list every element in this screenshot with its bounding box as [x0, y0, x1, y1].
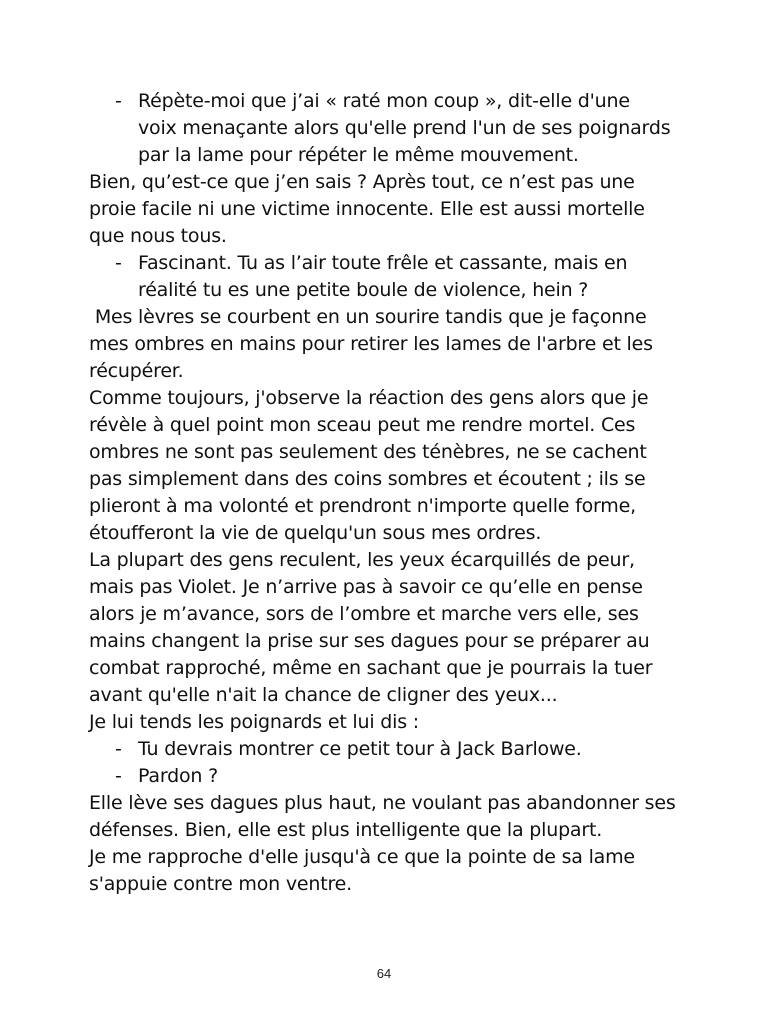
text-line: mes ombres en mains pour retirer les lames de l'arbre et les [89, 333, 653, 355]
text-line: mais pas Violet. Je n’arrive pas à savoir ce qu’elle en pense [89, 576, 643, 598]
text-line: combat rapproché, même en sachant que je pourrais la tuer [89, 657, 653, 679]
text-paragraph [89, 844, 689, 898]
dialogue-paragraph [89, 763, 689, 790]
dialogue-paragraph [89, 250, 689, 304]
text-line: plieront à ma volonté et prendront n'importe quelle forme, [89, 495, 636, 517]
text-line: pas simplement dans des coins sombres et écoutent ; ils se [89, 468, 646, 490]
text-line: Elle lève ses dagues plus haut, ne voulant pas abandonner ses [89, 792, 676, 814]
text-line: Bien, qu’est-ce que j’en sais ? Après tout, ce n’est pas une [89, 171, 635, 193]
text-line: par la lame pour répéter le même mouvement. [138, 144, 579, 166]
text-paragraph [89, 304, 689, 385]
text-line: avant qu'elle n'ait la chance de cligner des yeux... [89, 684, 558, 706]
text-line: voix menaçante alors qu'elle prend l'un de ses poignards [138, 117, 671, 139]
text-line: Répète-moi que j’ai « raté mon coup », dit-elle d'une [138, 90, 630, 112]
text-line: Fascinant. Tu as l’air toute frêle et cassante, mais en [138, 252, 628, 274]
text-line: Je lui tends les poignards et lui dis : [89, 711, 419, 733]
text-paragraph [89, 790, 689, 844]
body-text [89, 88, 689, 898]
text-paragraph [89, 169, 689, 250]
text-paragraph [89, 385, 689, 547]
dialogue-paragraph [89, 88, 689, 169]
text-line: proie facile ni une victime innocente. Elle est aussi mortelle [89, 198, 645, 220]
text-line: s'appuie contre mon ventre. [89, 873, 352, 895]
dialogue-dash: - [115, 90, 122, 112]
text-paragraph [89, 709, 689, 736]
text-line: révèle à quel point mon sceau peut me rendre mortel. Ces [89, 414, 636, 436]
text-line: alors je m’avance, sors de l’ombre et marche vers elle, ses [89, 603, 639, 625]
text-paragraph [89, 547, 689, 709]
text-line: étoufferont la vie de quelqu'un sous mes ordres. [89, 522, 542, 544]
text-line: ombres ne sont pas seulement des ténèbres, ne se cachent [89, 441, 647, 463]
dialogue-paragraph [89, 736, 689, 763]
text-line: Mes lèvres se courbent en un sourire tandis que je façonne [89, 306, 647, 328]
text-line: défenses. Bien, elle est plus intelligente que la plupart. [89, 819, 603, 841]
text-line: Je me rapproche d'elle jusqu'à ce que la pointe de sa lame [89, 846, 635, 868]
text-line: Comme toujours, j'observe la réaction des gens alors que je [89, 387, 649, 409]
page-number: 64 [376, 966, 392, 981]
text-line: Tu devrais montrer ce petit tour à Jack Barlowe. [138, 738, 582, 760]
dialogue-dash: - [115, 765, 122, 787]
text-line: mains changent la prise sur ses dagues pour se préparer au [89, 630, 650, 652]
text-line: récupérer. [89, 360, 184, 382]
text-line: réalité tu es une petite boule de violence, hein ? [138, 279, 589, 301]
dialogue-dash: - [115, 252, 122, 274]
text-line: que nous tous. [89, 225, 227, 247]
text-line: Pardon ? [138, 765, 218, 787]
text-line: La plupart des gens reculent, les yeux écarquillés de peur, [89, 549, 635, 571]
dialogue-dash: - [115, 738, 122, 760]
